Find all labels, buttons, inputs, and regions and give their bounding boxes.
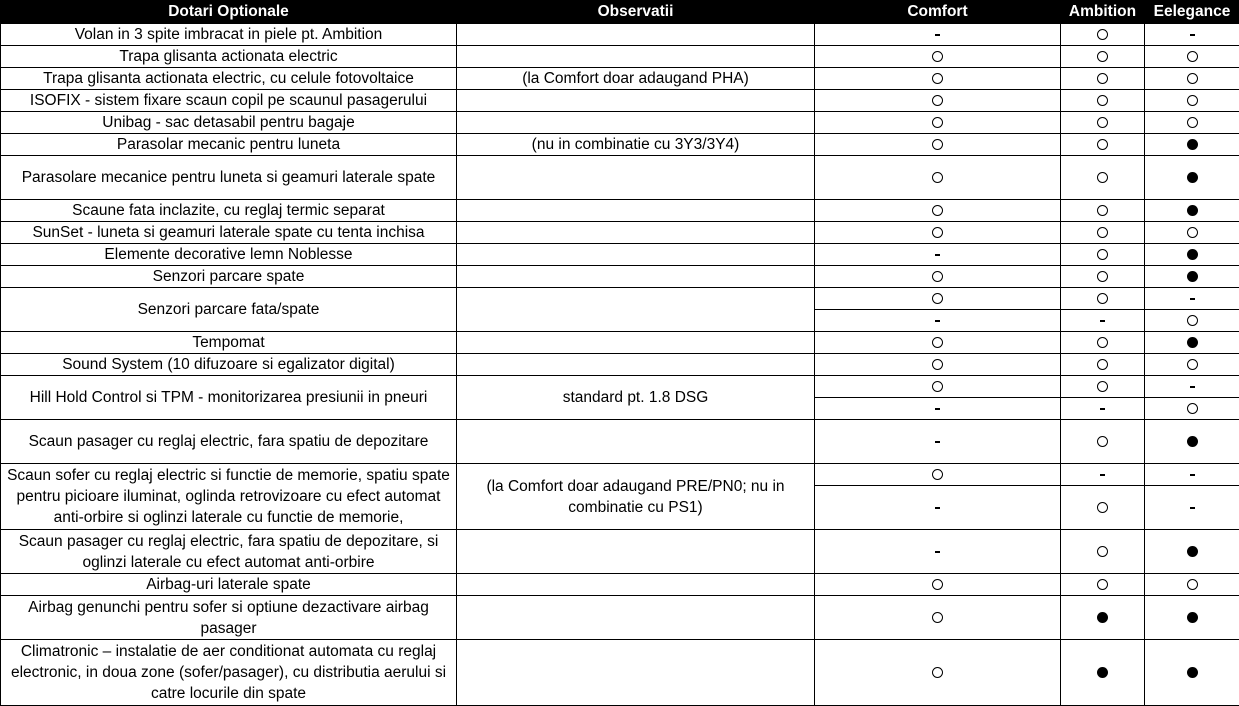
ambition-cell — [1061, 420, 1145, 464]
header-comfort: Comfort — [815, 1, 1061, 24]
ambition-cell — [1061, 200, 1145, 222]
table-row — [1, 24, 1239, 46]
table-row — [1, 90, 1239, 112]
table-row — [1, 244, 1239, 266]
feature-cell: Airbag genunchi pentru sofer si optiune dezactivare airbag pasager — [1, 596, 457, 640]
feature-cell: Scaune fata inclazite, cu reglaj termic separat — [1, 200, 457, 222]
not-available-dash — [1190, 507, 1195, 509]
observation-cell — [457, 244, 815, 266]
table-row — [1, 640, 1239, 706]
not-available-dash — [1190, 386, 1195, 388]
comfort-cell — [815, 156, 1061, 200]
comfort-cell — [815, 376, 1061, 398]
not-available-dash — [935, 320, 940, 322]
ambition-cell — [1061, 266, 1145, 288]
table-row — [1, 288, 1239, 310]
option-circle-icon — [932, 172, 943, 183]
not-available-dash — [935, 507, 940, 509]
header-ambition: Ambition — [1061, 1, 1145, 24]
option-circle-icon — [1097, 337, 1108, 348]
not-available-dash — [935, 408, 940, 410]
comfort-cell — [815, 332, 1061, 354]
option-circle-icon — [932, 359, 943, 370]
table-row — [1, 376, 1239, 398]
comfort-cell — [815, 200, 1061, 222]
eelegance-cell — [1145, 266, 1239, 288]
option-circle-icon — [1187, 117, 1198, 128]
option-circle-icon — [1097, 117, 1108, 128]
eelegance-cell — [1145, 332, 1239, 354]
standard-dot-icon — [1187, 337, 1198, 348]
eelegance-cell — [1145, 464, 1239, 486]
table-row — [1, 530, 1239, 574]
table-body — [1, 24, 1239, 706]
option-circle-icon — [1187, 359, 1198, 370]
observation-cell — [457, 222, 815, 244]
ambition-cell — [1061, 244, 1145, 266]
ambition-cell — [1061, 486, 1145, 530]
observation-cell — [457, 574, 815, 596]
eelegance-cell — [1145, 354, 1239, 376]
option-circle-icon — [1097, 205, 1108, 216]
comfort-cell — [815, 46, 1061, 68]
ambition-cell — [1061, 464, 1145, 486]
option-circle-icon — [932, 293, 943, 304]
not-available-dash — [1100, 408, 1105, 410]
eelegance-cell — [1145, 288, 1239, 310]
table-row — [1, 112, 1239, 134]
option-circle-icon — [932, 51, 943, 62]
feature-cell: Scaun sofer cu reglaj electric si functie de memorie, spatiu spate pentru picioare iluminat, oglinda retrovizoare cu efect automat anti-orbire si oglinzi laterale cu functie de memorie, — [1, 464, 457, 530]
option-circle-icon — [1097, 51, 1108, 62]
comfort-cell — [815, 112, 1061, 134]
comfort-cell — [815, 310, 1061, 332]
option-circle-icon — [932, 337, 943, 348]
ambition-cell — [1061, 134, 1145, 156]
header-eelegance: Eelegance — [1145, 1, 1239, 24]
observation-cell: (la Comfort doar adaugand PRE/PN0; nu in combinatie cu PS1) — [457, 464, 815, 530]
ambition-cell — [1061, 640, 1145, 706]
eelegance-cell — [1145, 24, 1239, 46]
option-circle-icon — [1097, 95, 1108, 106]
ambition-cell — [1061, 530, 1145, 574]
comfort-cell — [815, 68, 1061, 90]
option-circle-icon — [1097, 359, 1108, 370]
not-available-dash — [1190, 474, 1195, 476]
observation-cell: (nu in combinatie cu 3Y3/3Y4) — [457, 134, 815, 156]
table-row — [1, 596, 1239, 640]
not-available-dash — [935, 551, 940, 553]
eelegance-cell — [1145, 640, 1239, 706]
feature-cell: Volan in 3 spite imbracat in piele pt. Ambition — [1, 24, 457, 46]
comfort-cell — [815, 24, 1061, 46]
observation-cell — [457, 596, 815, 640]
eelegance-cell — [1145, 134, 1239, 156]
option-circle-icon — [1097, 172, 1108, 183]
eelegance-cell — [1145, 486, 1239, 530]
ambition-cell — [1061, 288, 1145, 310]
option-circle-icon — [932, 667, 943, 678]
option-circle-icon — [932, 205, 943, 216]
table-row — [1, 464, 1239, 486]
feature-cell: SunSet - luneta si geamuri laterale spate cu tenta inchisa — [1, 222, 457, 244]
header-observatii: Observatii — [457, 1, 815, 24]
feature-cell: Trapa glisanta actionata electric, cu celule fotovoltaice — [1, 68, 457, 90]
feature-cell: Scaun pasager cu reglaj electric, fara spatiu de depozitare — [1, 420, 457, 464]
feature-cell: Unibag - sac detasabil pentru bagaje — [1, 112, 457, 134]
standard-dot-icon — [1187, 546, 1198, 557]
option-circle-icon — [1097, 271, 1108, 282]
comfort-cell — [815, 640, 1061, 706]
option-circle-icon — [932, 612, 943, 623]
ambition-cell — [1061, 332, 1145, 354]
option-circle-icon — [932, 73, 943, 84]
eelegance-cell — [1145, 244, 1239, 266]
ambition-cell — [1061, 68, 1145, 90]
ambition-cell — [1061, 574, 1145, 596]
not-available-dash — [935, 441, 940, 443]
standard-dot-icon — [1187, 139, 1198, 150]
option-circle-icon — [1097, 293, 1108, 304]
table-row — [1, 574, 1239, 596]
standard-dot-icon — [1187, 271, 1198, 282]
feature-cell: Trapa glisanta actionata electric — [1, 46, 457, 68]
observation-cell — [457, 24, 815, 46]
comfort-cell — [815, 266, 1061, 288]
eelegance-cell — [1145, 46, 1239, 68]
table-row — [1, 200, 1239, 222]
option-circle-icon — [1097, 579, 1108, 590]
eelegance-cell — [1145, 156, 1239, 200]
not-available-dash — [1100, 474, 1105, 476]
observation-cell — [457, 90, 815, 112]
table-row — [1, 420, 1239, 464]
ambition-cell — [1061, 310, 1145, 332]
eelegance-cell — [1145, 222, 1239, 244]
option-circle-icon — [1187, 403, 1198, 414]
standard-dot-icon — [1097, 667, 1108, 678]
option-circle-icon — [932, 227, 943, 238]
not-available-dash — [935, 34, 940, 36]
observation-cell — [457, 354, 815, 376]
option-circle-icon — [1097, 139, 1108, 150]
option-circle-icon — [932, 469, 943, 480]
feature-cell: Sound System (10 difuzoare si egalizator digital) — [1, 354, 457, 376]
eelegance-cell — [1145, 420, 1239, 464]
ambition-cell — [1061, 596, 1145, 640]
observation-cell — [457, 46, 815, 68]
eelegance-cell — [1145, 90, 1239, 112]
comfort-cell — [815, 420, 1061, 464]
feature-cell: Hill Hold Control si TPM - monitorizarea presiunii in pneuri — [1, 376, 457, 420]
observation-cell — [457, 200, 815, 222]
comfort-cell — [815, 90, 1061, 112]
eelegance-cell — [1145, 68, 1239, 90]
standard-dot-icon — [1187, 249, 1198, 260]
feature-cell: Parasolar mecanic pentru luneta — [1, 134, 457, 156]
not-available-dash — [1190, 34, 1195, 36]
option-circle-icon — [932, 271, 943, 282]
comfort-cell — [815, 596, 1061, 640]
observation-cell — [457, 266, 815, 288]
option-circle-icon — [932, 139, 943, 150]
ambition-cell — [1061, 354, 1145, 376]
not-available-dash — [1100, 320, 1105, 322]
ambition-cell — [1061, 222, 1145, 244]
eelegance-cell — [1145, 376, 1239, 398]
feature-cell: Elemente decorative lemn Noblesse — [1, 244, 457, 266]
eelegance-cell — [1145, 310, 1239, 332]
observation-cell — [457, 112, 815, 134]
observation-cell — [457, 156, 815, 200]
option-circle-icon — [1097, 227, 1108, 238]
comfort-cell — [815, 244, 1061, 266]
table-row — [1, 222, 1239, 244]
ambition-cell — [1061, 24, 1145, 46]
comfort-cell — [815, 354, 1061, 376]
eelegance-cell — [1145, 574, 1239, 596]
ambition-cell — [1061, 398, 1145, 420]
standard-dot-icon — [1187, 612, 1198, 623]
observation-cell — [457, 640, 815, 706]
table-row — [1, 332, 1239, 354]
option-circle-icon — [932, 95, 943, 106]
comfort-cell — [815, 288, 1061, 310]
eelegance-cell — [1145, 112, 1239, 134]
feature-cell: Senzori parcare spate — [1, 266, 457, 288]
option-circle-icon — [1187, 73, 1198, 84]
table-row — [1, 134, 1239, 156]
option-circle-icon — [932, 579, 943, 590]
eelegance-cell — [1145, 200, 1239, 222]
comfort-cell — [815, 530, 1061, 574]
feature-cell: Climatronic – instalatie de aer conditionat automata cu reglaj electronic, in doua zone (sofer/pasager), cu distributia aerului si catre locurile din spate — [1, 640, 457, 706]
option-circle-icon — [932, 117, 943, 128]
option-circle-icon — [1097, 546, 1108, 557]
option-circle-icon — [1187, 227, 1198, 238]
comfort-cell — [815, 398, 1061, 420]
table-row — [1, 156, 1239, 200]
option-circle-icon — [932, 381, 943, 392]
option-circle-icon — [1187, 51, 1198, 62]
comfort-cell — [815, 574, 1061, 596]
table-row — [1, 46, 1239, 68]
standard-dot-icon — [1097, 612, 1108, 623]
observation-cell — [457, 288, 815, 332]
feature-cell: Parasolare mecanice pentru luneta si geamuri laterale spate — [1, 156, 457, 200]
ambition-cell — [1061, 112, 1145, 134]
option-circle-icon — [1097, 502, 1108, 513]
ambition-cell — [1061, 376, 1145, 398]
option-circle-icon — [1097, 436, 1108, 447]
ambition-cell — [1061, 156, 1145, 200]
feature-cell: Scaun pasager cu reglaj electric, fara spatiu de depozitare, si oglinzi laterale cu efect automat anti-orbire — [1, 530, 457, 574]
table-row — [1, 68, 1239, 90]
header-dotari-optionale: Dotari Optionale — [1, 1, 457, 24]
table-row — [1, 354, 1239, 376]
eelegance-cell — [1145, 398, 1239, 420]
header-row — [1, 1, 1239, 24]
observation-cell — [457, 332, 815, 354]
standard-dot-icon — [1187, 667, 1198, 678]
standard-dot-icon — [1187, 436, 1198, 447]
option-circle-icon — [1187, 579, 1198, 590]
observation-cell: standard pt. 1.8 DSG — [457, 376, 815, 420]
option-circle-icon — [1097, 249, 1108, 260]
not-available-dash — [1190, 298, 1195, 300]
standard-dot-icon — [1187, 172, 1198, 183]
feature-cell: Airbag-uri laterale spate — [1, 574, 457, 596]
observation-cell — [457, 420, 815, 464]
option-circle-icon — [1097, 381, 1108, 392]
observation-cell: (la Comfort doar adaugand PHA) — [457, 68, 815, 90]
ambition-cell — [1061, 90, 1145, 112]
comfort-cell — [815, 134, 1061, 156]
standard-dot-icon — [1187, 205, 1198, 216]
eelegance-cell — [1145, 530, 1239, 574]
feature-cell: ISOFIX - sistem fixare scaun copil pe scaunul pasagerului — [1, 90, 457, 112]
ambition-cell — [1061, 46, 1145, 68]
table-row — [1, 266, 1239, 288]
option-circle-icon — [1187, 315, 1198, 326]
feature-cell: Tempomat — [1, 332, 457, 354]
observation-cell — [457, 530, 815, 574]
eelegance-cell — [1145, 596, 1239, 640]
comfort-cell — [815, 486, 1061, 530]
option-circle-icon — [1097, 29, 1108, 40]
option-circle-icon — [1097, 73, 1108, 84]
feature-cell: Senzori parcare fata/spate — [1, 288, 457, 332]
option-circle-icon — [1187, 95, 1198, 106]
comfort-cell — [815, 464, 1061, 486]
not-available-dash — [935, 254, 940, 256]
comfort-cell — [815, 222, 1061, 244]
